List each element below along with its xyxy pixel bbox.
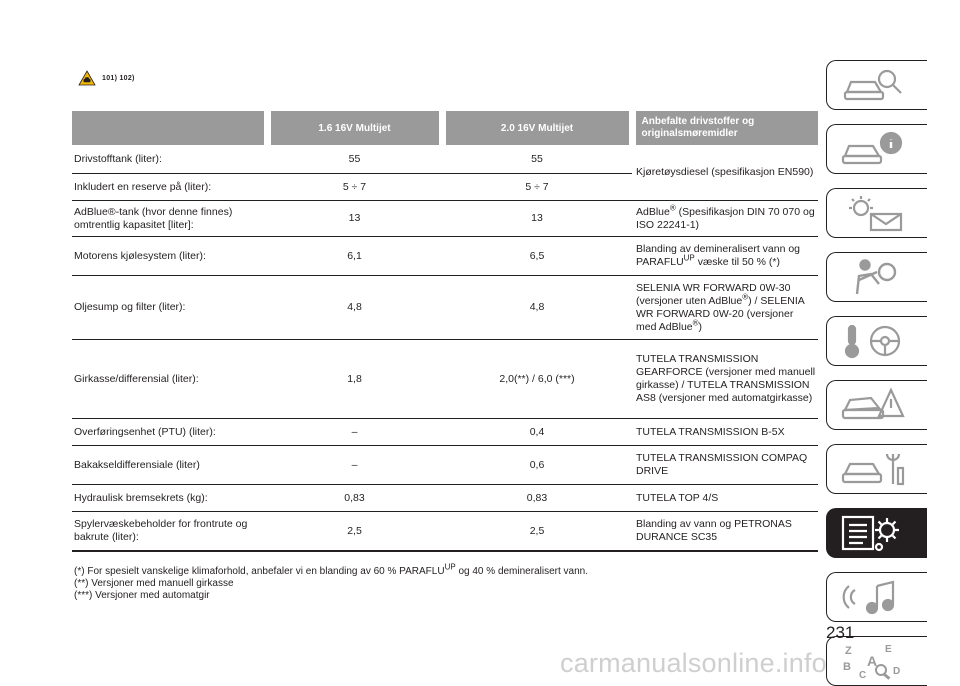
car-info-icon [841, 130, 907, 168]
row-label: AdBlue®-tank (hvor denne finnes) omtrentlig kapasitet [liter]: [72, 201, 267, 237]
svg-text:B: B [843, 661, 851, 673]
svg-text:E: E [885, 644, 892, 655]
footnote-1: (*) For spesielt vanskelige klimaforhold, anbefaler vi en blanding av 60 % $PARAFLU^{UP}$ og 40 % demineralisert vann. [74, 562, 588, 577]
recommended-coolant: Blanding av demineralisert vann og $PARAFLU^{UP}$ væske til 50 % (*) [632, 237, 818, 276]
value-2-0: 5 ÷ 7 [442, 174, 632, 201]
value-2-0: 4,8 [442, 276, 632, 340]
value-1-6: 1,8 [267, 340, 442, 419]
tab-car-information[interactable] [826, 124, 927, 174]
alphabetical-index-icon [841, 642, 907, 680]
value-2-0: 0,83 [442, 485, 632, 512]
recommended-washer-fluid: Blanding av vann og PETRONAS DURANCE SC35 [632, 512, 818, 552]
row-label: Girkasse/differensial (liter): [72, 340, 267, 419]
value-2-0: 0,6 [442, 446, 632, 485]
table-row [72, 201, 818, 237]
value-1-6: 5 ÷ 7 [267, 174, 442, 201]
warning-references [78, 70, 135, 86]
row-label: Motorens kjølesystem (liter): [72, 237, 267, 276]
table-row [72, 446, 818, 485]
row-label: Overføringsenhet (PTU) (liter): [72, 419, 267, 446]
airbag-person-icon [841, 258, 907, 296]
value-1-6: – [267, 419, 442, 446]
table-row [72, 419, 818, 446]
svg-text:C: C [859, 670, 867, 680]
tab-safety[interactable] [826, 252, 927, 302]
tab-technical-specifications[interactable] [826, 508, 927, 558]
value-1-6: 55 [267, 145, 442, 174]
car-magnifier-icon [841, 66, 907, 104]
row-label: Spylervæskebeholder for frontrute og bakrute (liter): [72, 512, 267, 552]
svg-text:D: D [893, 666, 901, 677]
value-2-0: 6,5 [442, 237, 632, 276]
recommended-fuel: Kjøretøysdiesel (spesifikasjon EN590) [632, 145, 818, 201]
value-2-0: 13 [442, 201, 632, 237]
key-steering-wheel-icon [841, 322, 907, 360]
watermark: carmanualsonline.info [560, 648, 827, 678]
warning-refs: 101) 102) [102, 74, 135, 82]
table-row [72, 237, 818, 276]
tab-starting-driving[interactable] [826, 316, 927, 366]
header-2-0-multijet: 2.0 16V Multijet [442, 111, 632, 145]
header-1-6-multijet: 1.6 16V Multijet [267, 111, 442, 145]
warning-light-envelope-icon [841, 194, 907, 232]
car-wrench-icon [841, 450, 907, 488]
footnote-2: (**) Versjoner med manuell girkasse [74, 578, 234, 589]
table-row [72, 485, 818, 512]
row-label: Oljesump og filter (liter): [72, 276, 267, 340]
tab-multimedia[interactable] [826, 572, 927, 622]
table-row [72, 512, 818, 552]
specifications-gear-icon [841, 514, 907, 552]
tab-emergency[interactable] [826, 380, 927, 430]
value-2-0: 55 [442, 145, 632, 174]
value-2-0: 2,5 [442, 512, 632, 552]
value-2-0: 0,4 [442, 419, 632, 446]
value-1-6: 2,5 [267, 512, 442, 552]
value-1-6: 6,1 [267, 237, 442, 276]
row-label: Drivstofftank (liter): [72, 145, 267, 174]
row-label: Hydraulisk bremsekrets (kg): [72, 485, 267, 512]
recommended-adblue: AdBlue® (Spesifikasjon DIN 70 070 og ISO 22241-1) [632, 201, 818, 237]
table-row [72, 340, 818, 419]
capacities-table [72, 111, 818, 552]
row-label: Inkludert en reserve på (liter): [72, 174, 267, 201]
svg-text:Z: Z [845, 645, 852, 657]
car-hazard-icon [841, 386, 907, 424]
table-header-row [72, 111, 818, 145]
table-row [72, 276, 818, 340]
row-label: Bakakseldifferensiale (liter) [72, 446, 267, 485]
recommended-ptu-oil: TUTELA TRANSMISSION B-5X [632, 419, 818, 446]
tab-car-knowledge[interactable] [826, 60, 927, 110]
tab-warning-lights[interactable] [826, 188, 927, 238]
tab-servicing[interactable] [826, 444, 927, 494]
recommended-rear-diff-oil: TUTELA TRANSMISSION COMPAQ DRIVE [632, 446, 818, 485]
svg-text:A: A [867, 653, 878, 669]
value-1-6: – [267, 446, 442, 485]
value-1-6: 13 [267, 201, 442, 237]
recommended-gear-oil: TUTELA TRANSMISSION GEARFORCE (versjoner med manuell girkasse) / TUTELA TRANSMISSION AS8 (versjoner med automatgirkasse) [632, 340, 818, 419]
multimedia-icon [841, 578, 907, 616]
recommended-oil: SELENIA WR FORWARD 0W-30 (versjoner uten AdBlue®) / SELENIA WR FORWARD 0W-20 (versjoner med AdBlue®) [632, 276, 818, 340]
value-1-6: 4,8 [267, 276, 442, 340]
footnote-3: (***) Versjoner med automatgir [74, 590, 210, 601]
recommended-brake-fluid: TUTELA TOP 4/S [632, 485, 818, 512]
page-number: 231 [826, 623, 855, 642]
header-recommended-fluids: Anbefalte drivstoffer og originalsmøremidler [632, 111, 818, 145]
footnotes [74, 562, 588, 602]
table-row [72, 145, 818, 174]
value-2-0: 2,0(**) / 6,0 (***) [442, 340, 632, 419]
warning-car-icon [78, 70, 96, 86]
header-blank [72, 111, 267, 145]
tab-index[interactable] [826, 636, 927, 686]
value-1-6: 0,83 [267, 485, 442, 512]
